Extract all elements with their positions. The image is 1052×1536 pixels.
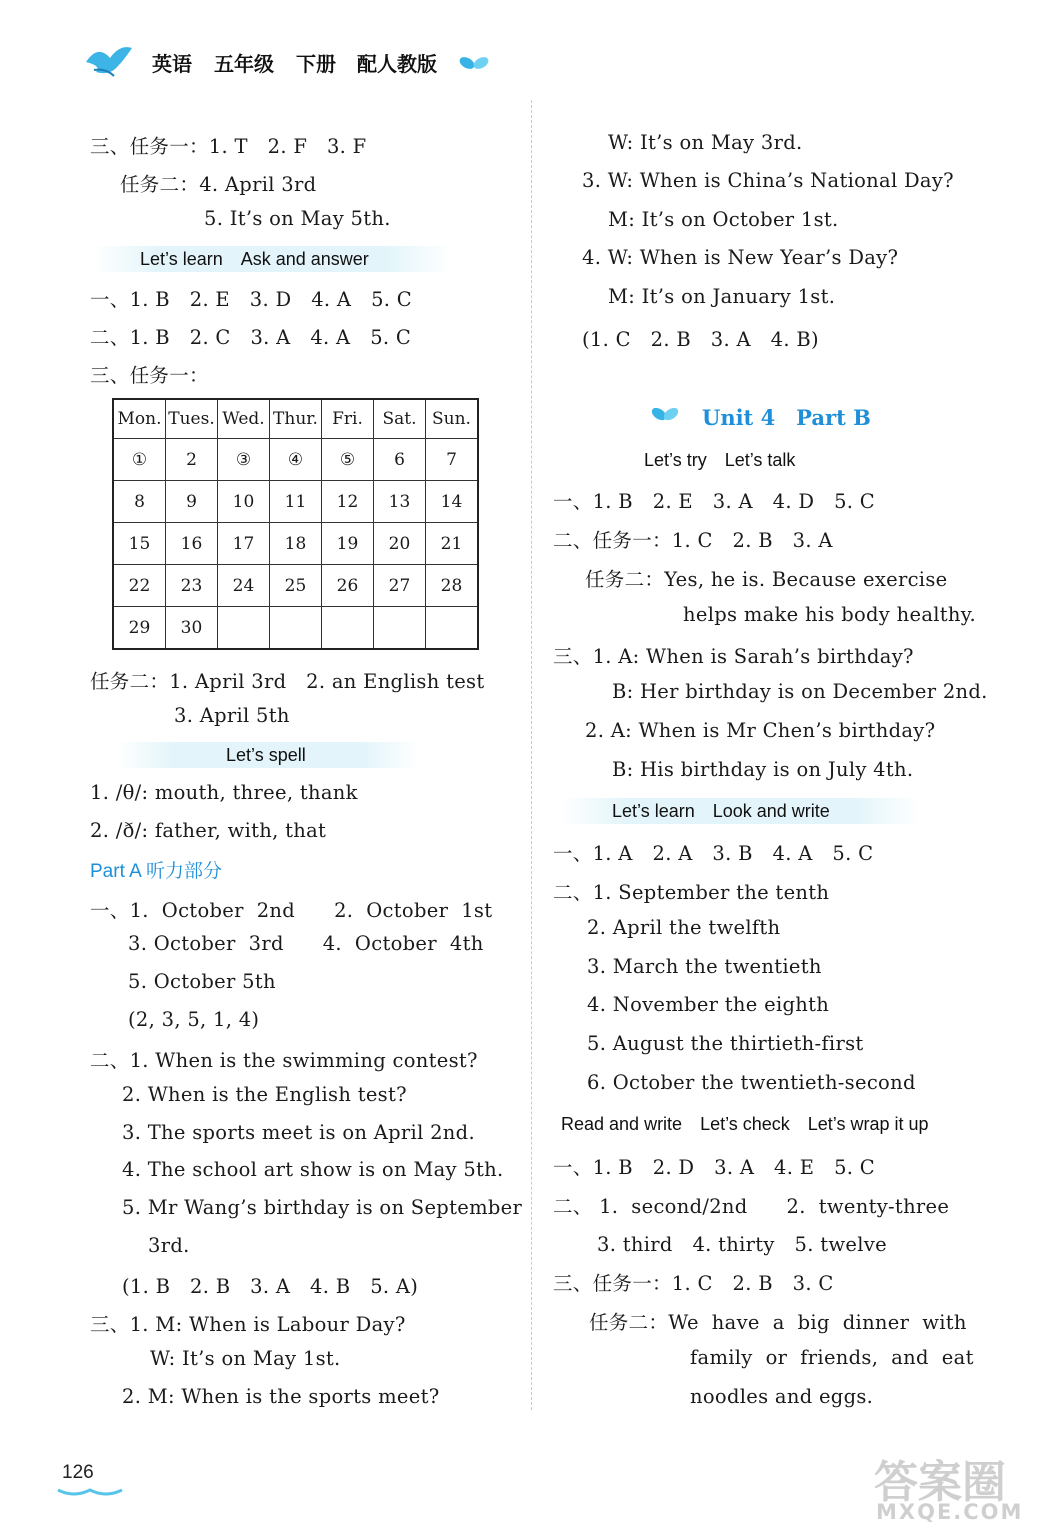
calendar-cell: 20: [374, 523, 426, 565]
calendar-head-cell: Wed.: [218, 399, 270, 439]
answer-line: 任务二：We have a big dinner with: [589, 1311, 967, 1334]
calendar-row: [113, 607, 478, 650]
answer-line: noodles and eggs.: [690, 1385, 874, 1408]
calendar-cell: 18: [270, 523, 322, 565]
watermark-url: MXQE.COM: [876, 1500, 1024, 1524]
answer-line: B: Her birthday is on December 2nd.: [612, 680, 988, 703]
answer-line: 2. April the twelfth: [587, 916, 781, 939]
answer-line: 二、任务一：1. C 2. B 3. A: [553, 529, 833, 552]
answer-line: 3. third 4. thirty 5. twelve: [597, 1233, 887, 1256]
answer-line: B: His birthday is on July 4th.: [612, 758, 914, 781]
answer-line: W: It’s on May 3rd.: [608, 131, 803, 154]
book-icon: [56, 1486, 124, 1500]
answer-line: 5. It’s on May 5th.: [204, 207, 391, 230]
leaf-icon: [650, 404, 680, 424]
calendar-cell: 24: [218, 565, 270, 607]
calendar-cell: 25: [270, 565, 322, 607]
calendar-cell: 23: [166, 565, 218, 607]
calendar-cell: [270, 607, 322, 650]
answer-line: (1. B 2. B 3. A 4. B 5. A): [122, 1275, 419, 1298]
answer-line: 6. October the twentieth-second: [587, 1071, 916, 1094]
section-heading: Let’s learn Ask and answer: [92, 246, 452, 272]
calendar-head-cell: Fri.: [322, 399, 374, 439]
header-volume: 下册: [296, 52, 336, 76]
answer-line: 一、1. A 2. A 3. B 4. A 5. C: [553, 842, 874, 865]
answer-line: 5. August the thirtieth-first: [587, 1032, 864, 1055]
calendar-cell: ④: [270, 439, 322, 481]
answer-line: 4. The school art show is on May 5th.: [122, 1158, 504, 1181]
calendar-head-cell: Thur.: [270, 399, 322, 439]
calendar-cell: 16: [166, 523, 218, 565]
answer-line: 三、任务一：: [90, 364, 209, 387]
calendar-cell: 2: [166, 439, 218, 481]
calendar-cell: 15: [113, 523, 166, 565]
answer-line: 2. When is the English test?: [122, 1083, 407, 1106]
calendar-cell: 22: [113, 565, 166, 607]
calendar-cell: ①: [113, 439, 166, 481]
answer-line: 4. W: When is New Year’s Day?: [582, 246, 899, 269]
answer-line: 3. The sports meet is on April 2nd.: [122, 1121, 475, 1144]
calendar-cell: 9: [166, 481, 218, 523]
section-heading: Let’s try Let’s talk: [644, 450, 796, 470]
calendar-cell: 12: [322, 481, 374, 523]
answer-line: 二、1. B 2. C 3. A 4. A 5. C: [90, 326, 412, 349]
leaf-icon: [458, 54, 490, 72]
answer-line: (2, 3, 5, 1, 4): [128, 1008, 260, 1031]
page-number: 126: [62, 1462, 94, 1483]
calendar-row: [113, 439, 478, 481]
part-heading: Part A 听力部分: [90, 861, 222, 882]
calendar-cell: [322, 607, 374, 650]
answer-line: 三、任务一：1. C 2. B 3. C: [553, 1272, 834, 1295]
calendar-header-row: [113, 399, 478, 439]
answer-line: 2. A: When is Mr Chen’s birthday?: [585, 719, 936, 742]
answer-line: W: It’s on May 1st.: [150, 1347, 341, 1370]
calendar-cell: 7: [426, 439, 479, 481]
calendar-cell: 27: [374, 565, 426, 607]
calendar-cell: 26: [322, 565, 374, 607]
column-divider: [531, 100, 532, 1410]
answer-line: 任务二：4. April 3rd: [120, 173, 317, 196]
calendar-cell: 17: [218, 523, 270, 565]
calendar-cell: [374, 607, 426, 650]
answer-line: 三、1. M: When is Labour Day?: [90, 1313, 406, 1336]
watermark-logo: [868, 1446, 1036, 1526]
calendar-cell: 6: [374, 439, 426, 481]
answer-line: 一、1. B 2. E 3. D 4. A 5. C: [90, 288, 413, 311]
calendar-row: [113, 481, 478, 523]
calendar-cell: 14: [426, 481, 479, 523]
answer-line: helps make his body healthy.: [683, 603, 976, 626]
answer-line: 5. October 5th: [128, 970, 276, 993]
answer-line: 一、1. B 2. D 3. A 4. E 5. C: [553, 1156, 876, 1179]
answer-line: 4. November the eighth: [587, 993, 830, 1016]
calendar-cell: [218, 607, 270, 650]
calendar-head-cell: Sat.: [374, 399, 426, 439]
answer-line: 3rd.: [148, 1234, 190, 1257]
answer-line: (1. C 2. B 3. A 4. B): [582, 328, 819, 351]
answer-line: 三、1. A: When is Sarah’s birthday?: [553, 645, 914, 668]
calendar-cell: ③: [218, 439, 270, 481]
section-heading: Let’s spell: [118, 742, 418, 768]
answer-line: 5. Mr Wang’s birthday is on September: [122, 1196, 523, 1219]
bird-icon: [84, 40, 134, 80]
answer-line: 任务二：1. April 3rd 2. an English test: [90, 670, 485, 693]
calendar-cell: 21: [426, 523, 479, 565]
calendar-cell: 19: [322, 523, 374, 565]
header-grade: 五年级: [214, 52, 274, 76]
answer-line: 二、 1. second/2nd 2. twenty-three: [553, 1195, 950, 1218]
calendar-cell: 29: [113, 607, 166, 650]
calendar-cell: 10: [218, 481, 270, 523]
answer-line: 2. /ð/: father, with, that: [90, 819, 327, 842]
answer-line: 3. April 5th: [174, 704, 290, 727]
calendar-cell: ⑤: [322, 439, 374, 481]
calendar-cell: [426, 607, 479, 650]
answer-line: 3. October 3rd 4. October 4th: [128, 932, 484, 955]
answer-line: M: It’s on January 1st.: [608, 285, 836, 308]
calendar-cell: 28: [426, 565, 479, 607]
answer-line: 三、任务一：1. T 2. F 3. F: [90, 135, 367, 158]
calendar-head-cell: Sun.: [426, 399, 479, 439]
answer-line: M: It’s on October 1st.: [608, 208, 839, 231]
calendar-row: [113, 565, 478, 607]
watermark-text: 答案圈: [874, 1457, 1006, 1508]
calendar-row: [113, 523, 478, 565]
answer-line: 任务二：Yes, he is. Because exercise: [585, 568, 948, 591]
answer-line: family or friends, and eat: [690, 1346, 974, 1369]
answer-line: 一、1. October 2nd 2. October 1st: [90, 899, 493, 922]
answer-line: 二、1. September the tenth: [553, 881, 830, 904]
answer-line: 二、1. When is the swimming contest?: [90, 1049, 478, 1072]
section-heading: Read and write Let’s check Let’s wrap it up: [561, 1114, 929, 1134]
header-edition: 配人教版: [357, 52, 437, 76]
calendar-table: [112, 398, 479, 650]
section-heading: Let’s learn Look and write: [560, 798, 920, 824]
unit-heading: Unit 4 Part B: [702, 405, 871, 430]
calendar-cell: 13: [374, 481, 426, 523]
answer-line: 1. /θ/: mouth, three, thank: [90, 781, 358, 804]
calendar-cell: 30: [166, 607, 218, 650]
calendar-cell: 11: [270, 481, 322, 523]
calendar-cell: 8: [113, 481, 166, 523]
calendar-head-cell: Mon.: [113, 399, 166, 439]
answer-line: 3. March the twentieth: [587, 955, 822, 978]
calendar-head-cell: Tues.: [166, 399, 218, 439]
answer-line: 一、1. B 2. E 3. A 4. D 5. C: [553, 490, 876, 513]
answer-line: 2. M: When is the sports meet?: [122, 1385, 440, 1408]
header-subject: 英语: [152, 52, 192, 76]
answer-line: 3. W: When is China’s National Day?: [582, 169, 954, 192]
